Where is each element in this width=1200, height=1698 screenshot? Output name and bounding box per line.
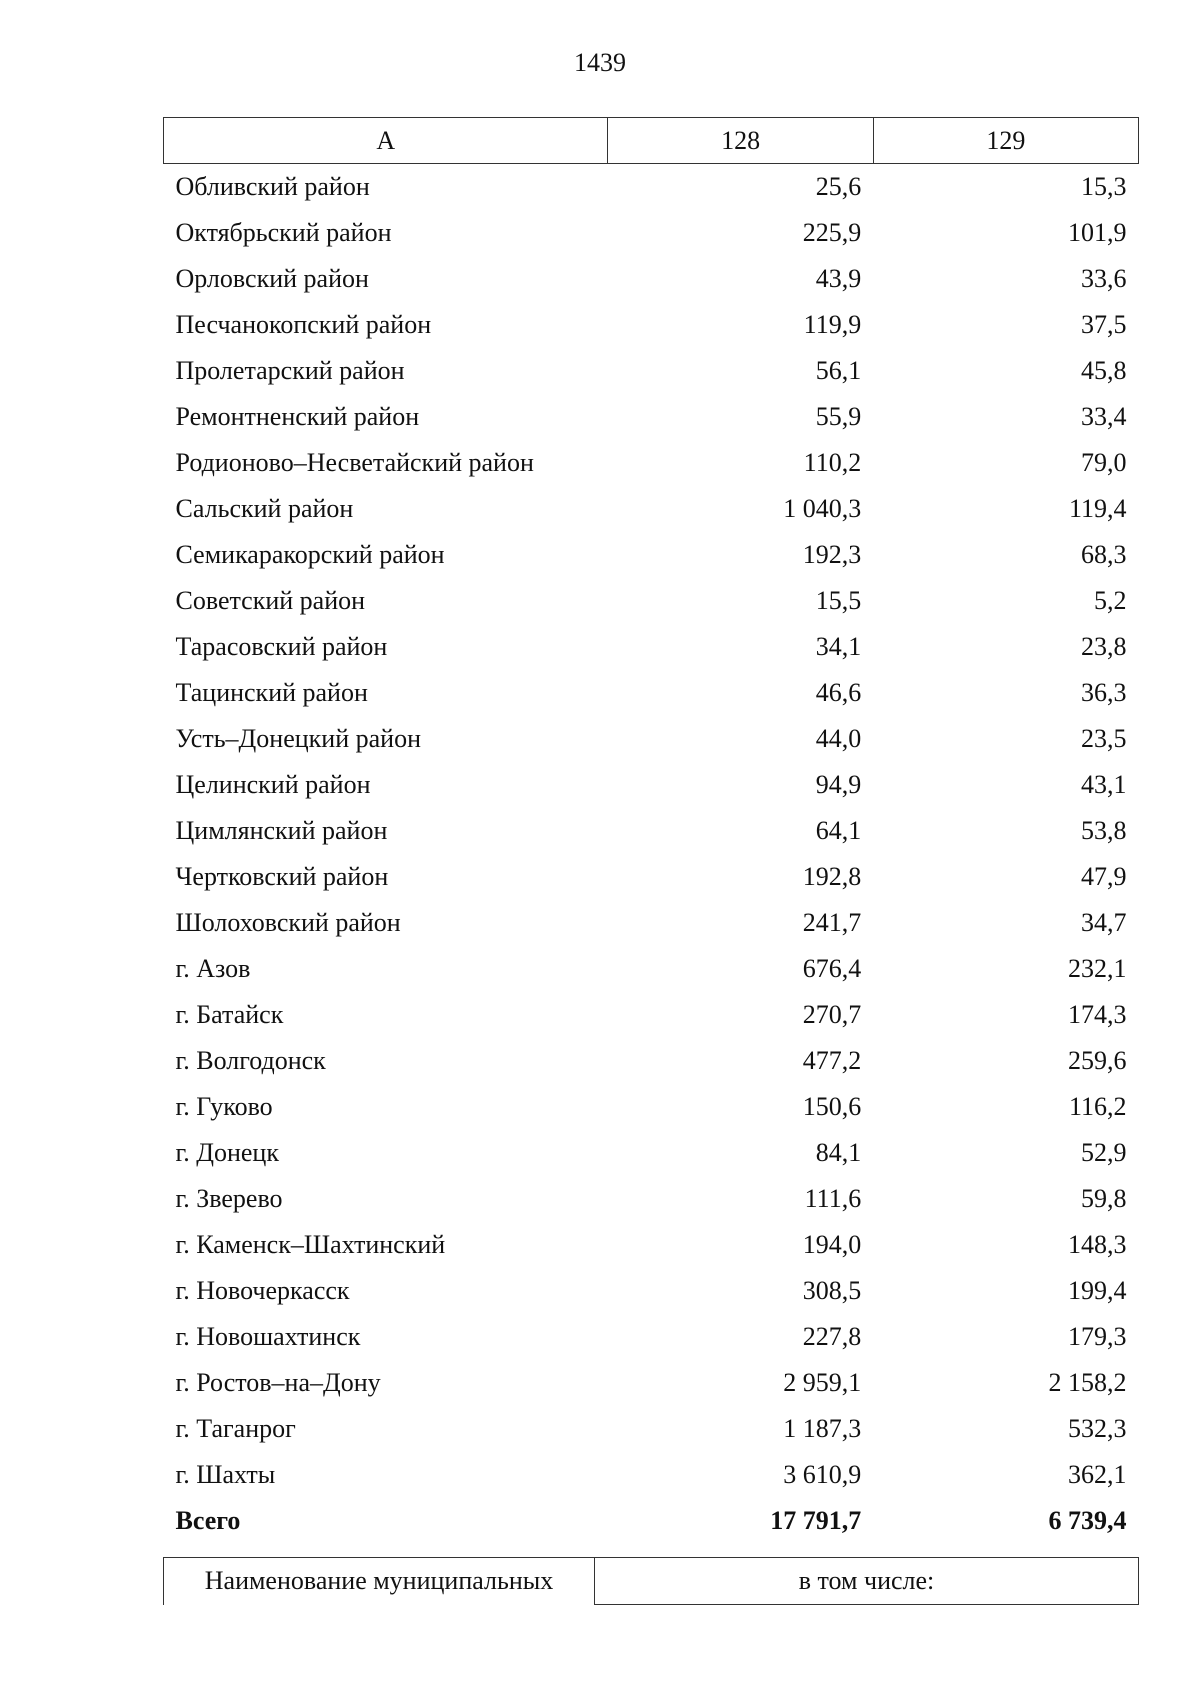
row-value-128: 43,9 xyxy=(815,264,862,293)
next-header-col-including: в том числе: xyxy=(595,1558,1139,1605)
row-name: Сальский район xyxy=(175,494,354,523)
table-row xyxy=(164,348,1139,394)
table-row xyxy=(164,624,1139,670)
total-row xyxy=(164,1498,1139,1544)
table-row xyxy=(164,1268,1139,1314)
next-header-row xyxy=(164,1558,1139,1605)
row-value-128: 194,0 xyxy=(802,1230,862,1259)
row-value-129: 43,1 xyxy=(1081,770,1127,799)
row-name: г. Азов xyxy=(175,954,251,983)
row-value-128: 55,9 xyxy=(815,402,862,431)
table-row xyxy=(164,532,1139,578)
row-value-129: 179,3 xyxy=(1068,1322,1127,1351)
next-table-header xyxy=(163,1557,1139,1605)
row-name: г. Волгодонск xyxy=(175,1046,326,1075)
table-row xyxy=(164,670,1139,716)
row-name: Цимлянский район xyxy=(175,816,388,845)
row-name: Песчанокопский район xyxy=(175,310,432,339)
row-name: Целинский район xyxy=(175,770,371,799)
table-row xyxy=(164,762,1139,808)
row-value-129: 33,4 xyxy=(1081,402,1127,431)
table-header xyxy=(164,118,1139,164)
row-value-128: 1 040,3 xyxy=(783,494,862,523)
table-row xyxy=(164,900,1139,946)
row-value-129: 53,8 xyxy=(1081,816,1127,845)
row-name: Пролетарский район xyxy=(175,356,405,385)
row-value-129: 259,6 xyxy=(1068,1046,1127,1075)
row-name: Родионово–Несветайский район xyxy=(175,448,534,477)
row-name: Шолоховский район xyxy=(175,908,401,937)
row-value-128: 241,7 xyxy=(802,908,862,937)
row-value-128: 84,1 xyxy=(815,1138,862,1167)
total-value-129: 6 739,4 xyxy=(1048,1506,1127,1535)
header-row xyxy=(164,118,1139,164)
row-value-129: 68,3 xyxy=(1081,540,1127,569)
table-row xyxy=(164,210,1139,256)
table-row xyxy=(164,578,1139,624)
table-row xyxy=(164,716,1139,762)
header-col-a: А xyxy=(164,118,608,164)
row-name: г. Ростов–на–Дону xyxy=(175,1368,381,1397)
row-name: Чертковский район xyxy=(175,862,389,891)
table-row xyxy=(164,1084,1139,1130)
row-name: Обливский район xyxy=(175,172,370,201)
row-value-128: 227,8 xyxy=(802,1322,862,1351)
row-name: г. Батайск xyxy=(175,1000,284,1029)
row-value-128: 225,9 xyxy=(802,218,862,247)
table-row xyxy=(164,164,1139,211)
table-row xyxy=(164,302,1139,348)
header-col-128: 128 xyxy=(608,118,873,164)
table-row xyxy=(164,1038,1139,1084)
row-value-128: 308,5 xyxy=(802,1276,862,1305)
row-value-128: 150,6 xyxy=(802,1092,862,1121)
row-value-128: 3 610,9 xyxy=(783,1460,862,1489)
row-value-128: 44,0 xyxy=(815,724,862,753)
row-value-129: 116,2 xyxy=(1068,1092,1127,1121)
table-row xyxy=(164,1360,1139,1406)
row-value-129: 79,0 xyxy=(1081,448,1127,477)
row-name: г. Каменск–Шахтинский xyxy=(175,1230,446,1259)
table-row xyxy=(164,1406,1139,1452)
row-value-129: 33,6 xyxy=(1081,264,1127,293)
row-name: Усть–Донецкий район xyxy=(175,724,421,753)
row-value-128: 64,1 xyxy=(815,816,862,845)
total-value-128: 17 791,7 xyxy=(770,1506,862,1535)
row-value-128: 270,7 xyxy=(802,1000,862,1029)
table-row xyxy=(164,992,1139,1038)
table-row xyxy=(164,256,1139,302)
row-value-129: 15,3 xyxy=(1081,172,1127,201)
row-value-128: 477,2 xyxy=(802,1046,862,1075)
next-header-col-name: Наименование муниципальных xyxy=(164,1558,595,1605)
table-row xyxy=(164,808,1139,854)
row-value-129: 232,1 xyxy=(1068,954,1127,983)
row-name: Тарасовский район xyxy=(175,632,388,661)
row-value-129: 101,9 xyxy=(1068,218,1127,247)
row-value-129: 34,7 xyxy=(1081,908,1127,937)
table-row xyxy=(164,440,1139,486)
row-value-129: 59,8 xyxy=(1081,1184,1127,1213)
row-value-128: 1 187,3 xyxy=(783,1414,862,1443)
row-value-129: 174,3 xyxy=(1068,1000,1127,1029)
row-value-128: 25,6 xyxy=(815,172,862,201)
table-body xyxy=(164,164,1139,1545)
table-row xyxy=(164,394,1139,440)
row-name: Советский район xyxy=(175,586,366,615)
row-name: г. Новошахтинск xyxy=(175,1322,361,1351)
row-value-129: 23,8 xyxy=(1081,632,1127,661)
row-value-129: 37,5 xyxy=(1081,310,1127,339)
row-value-129: 47,9 xyxy=(1081,862,1127,891)
row-value-129: 5,2 xyxy=(1094,586,1127,615)
row-name: Тацинский район xyxy=(175,678,368,707)
row-value-129: 2 158,2 xyxy=(1048,1368,1127,1397)
row-value-129: 52,9 xyxy=(1081,1138,1127,1167)
row-value-129: 148,3 xyxy=(1068,1230,1127,1259)
table-row xyxy=(164,946,1139,992)
row-name: г. Зверево xyxy=(175,1184,283,1213)
row-value-129: 45,8 xyxy=(1081,356,1127,385)
row-value-129: 362,1 xyxy=(1068,1460,1127,1489)
row-value-129: 532,3 xyxy=(1068,1414,1127,1443)
data-table xyxy=(163,117,1139,1544)
row-value-128: 56,1 xyxy=(815,356,862,385)
row-value-128: 2 959,1 xyxy=(783,1368,862,1397)
table-row xyxy=(164,1452,1139,1498)
table-row xyxy=(164,1222,1139,1268)
table-row xyxy=(164,486,1139,532)
table-row xyxy=(164,1176,1139,1222)
row-name: г. Донецк xyxy=(175,1138,279,1167)
row-name: Октябрьский район xyxy=(175,218,392,247)
row-name: Ремонтненский район xyxy=(175,402,420,431)
row-value-128: 46,6 xyxy=(815,678,862,707)
row-value-128: 111,6 xyxy=(804,1184,862,1213)
row-name: г. Шахты xyxy=(175,1460,276,1489)
row-value-128: 94,9 xyxy=(815,770,862,799)
row-value-128: 119,9 xyxy=(803,310,862,339)
row-value-129: 23,5 xyxy=(1081,724,1127,753)
row-value-128: 110,2 xyxy=(803,448,862,477)
header-col-129: 129 xyxy=(873,118,1138,164)
row-name: Семикаракорский район xyxy=(175,540,445,569)
row-name: г. Новочеркасск xyxy=(175,1276,350,1305)
row-value-128: 676,4 xyxy=(802,954,862,983)
row-name: г. Гуково xyxy=(175,1092,273,1121)
row-name: Орловский район xyxy=(175,264,369,293)
table-row xyxy=(164,1314,1139,1360)
row-value-129: 119,4 xyxy=(1068,494,1127,523)
row-value-128: 192,3 xyxy=(802,540,862,569)
page-number: 1439 xyxy=(574,48,626,77)
row-value-128: 192,8 xyxy=(802,862,862,891)
row-value-128: 15,5 xyxy=(815,586,862,615)
row-value-129: 199,4 xyxy=(1068,1276,1127,1305)
row-name: г. Таганрог xyxy=(175,1414,296,1443)
total-label: Всего xyxy=(175,1506,241,1535)
table-row xyxy=(164,854,1139,900)
row-value-128: 34,1 xyxy=(815,632,862,661)
row-value-129: 36,3 xyxy=(1081,678,1127,707)
table-row xyxy=(164,1130,1139,1176)
